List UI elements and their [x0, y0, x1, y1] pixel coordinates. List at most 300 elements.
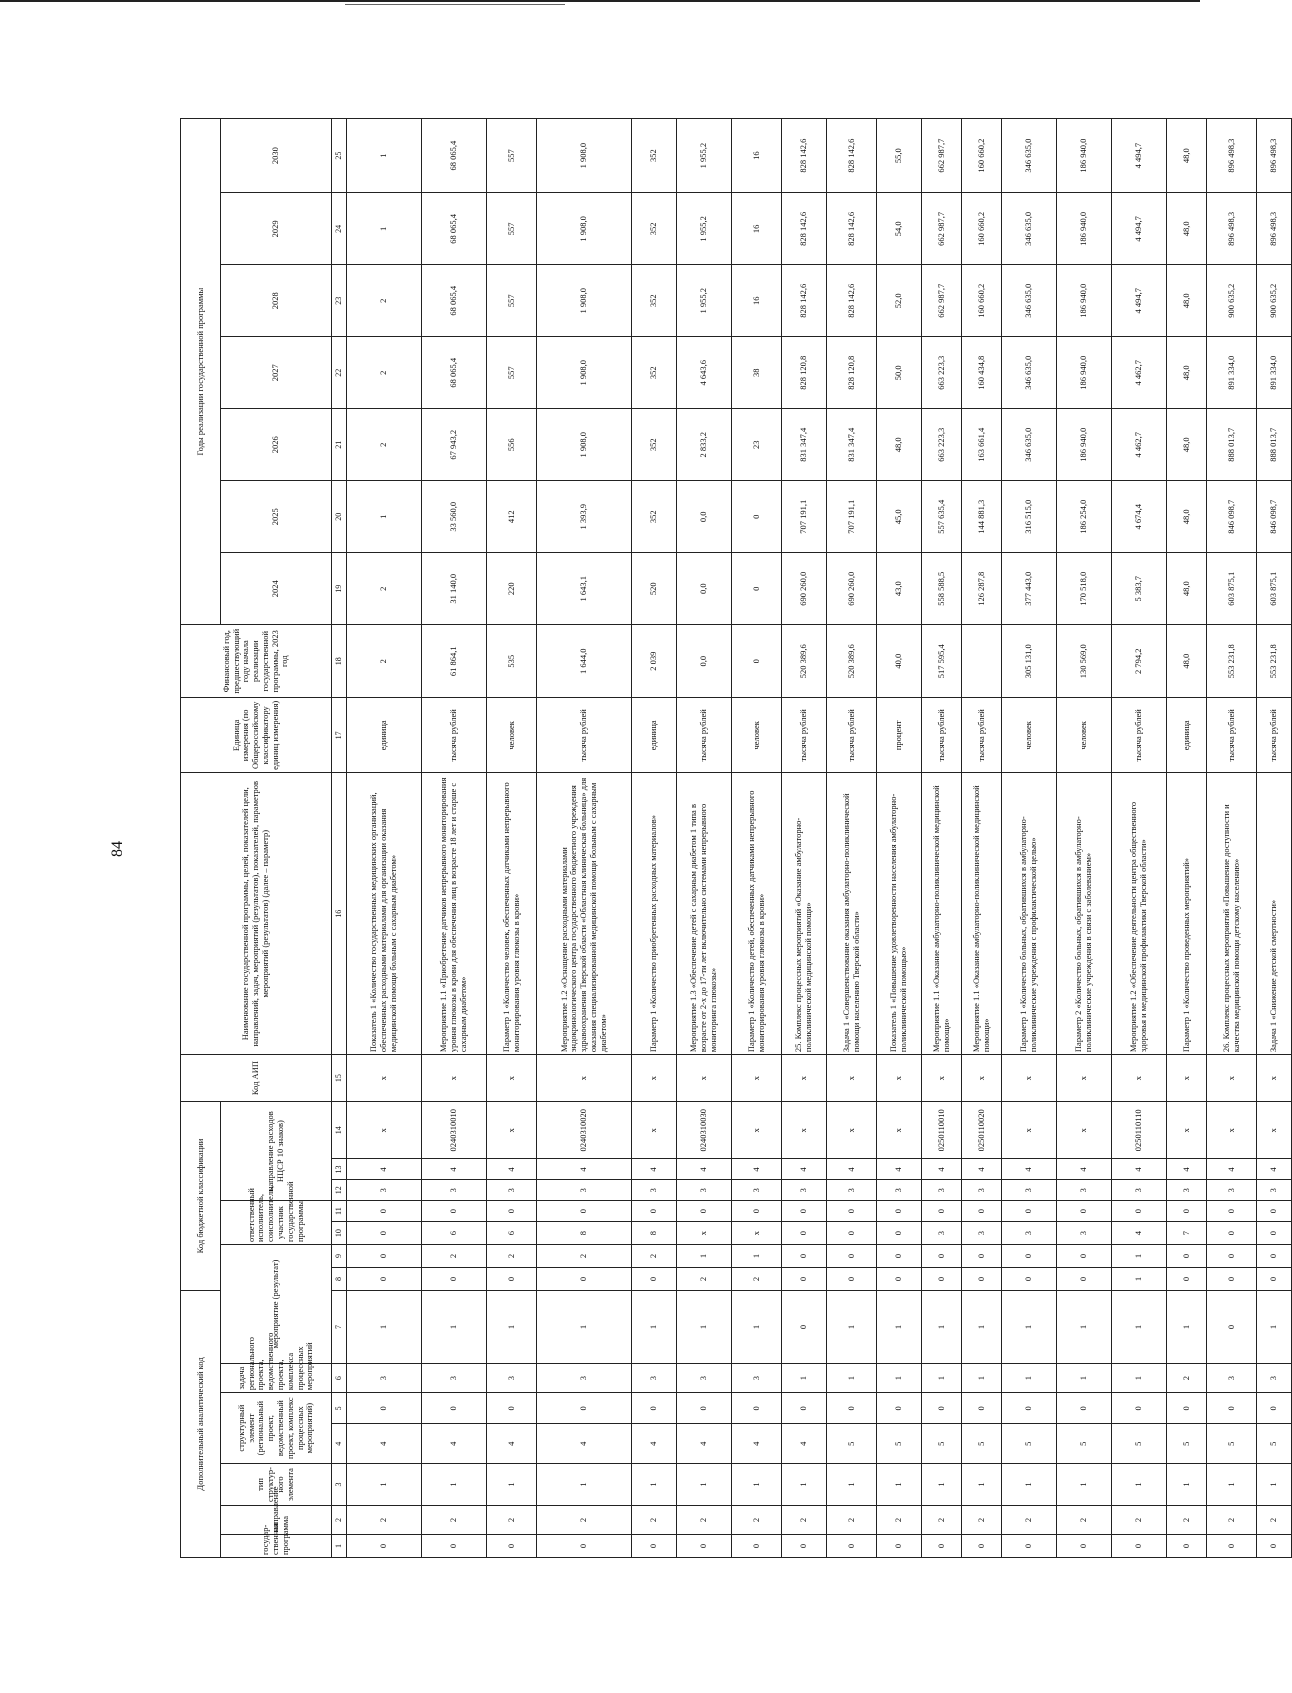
year-value-cell: 828 142,6 [782, 119, 827, 193]
year-value-cell: 186 940,0 [1057, 337, 1112, 409]
year-value-cell: 557 [487, 119, 537, 193]
program-table [180, 118, 1292, 1558]
code-cell: 0 [922, 1267, 962, 1290]
code-cell: 0 [487, 1267, 537, 1290]
code-cell: 2 [782, 1505, 827, 1534]
column-number-row [332, 119, 347, 1558]
column-number: 5 [332, 1393, 347, 1424]
code-cell: 3 [1167, 1180, 1207, 1201]
year-value-cell: 48,0 [1167, 409, 1207, 481]
year-value-cell: 170 518,0 [1057, 553, 1112, 625]
header-unit: Единица измерения (по Общероссийскому классификатору единиц измерения) [181, 698, 332, 773]
code-cell: 1 [732, 1245, 782, 1268]
code-cell: 0 [1257, 1267, 1292, 1290]
code-cell: 4 [877, 1159, 922, 1180]
table-row [487, 119, 537, 1558]
year-value-cell: 707 191,1 [827, 481, 877, 553]
year-value-cell: 126 287,8 [962, 553, 1002, 625]
code-cell: 0 [347, 1245, 422, 1268]
code-cell: 2 [422, 1505, 487, 1534]
code-cell: 2 [537, 1245, 632, 1268]
aip-code-cell: x [632, 1055, 677, 1102]
code-cell: 4 [1112, 1222, 1167, 1245]
year-value-cell: 160 660,2 [962, 265, 1002, 337]
year-value-cell: 828 120,8 [782, 337, 827, 409]
code-cell: 0 [782, 1393, 827, 1424]
year-value-cell: 0,0 [677, 481, 732, 553]
code-cell: 2 [347, 1505, 422, 1534]
year-value-cell: 846 098,7 [1207, 481, 1257, 553]
year-value-cell: 352 [632, 337, 677, 409]
header-years-group: Годы реализации государственной программы [181, 119, 221, 625]
code-cell: 1 [922, 1464, 962, 1506]
year-value-cell: 896 498,3 [1207, 193, 1257, 265]
code-cell: 0 [922, 1535, 962, 1558]
code-cell: 1 [1257, 1290, 1292, 1363]
year-value-cell: 1 955,2 [677, 265, 732, 337]
code-cell: 5 [1207, 1424, 1257, 1464]
code-cell: 0 [732, 1393, 782, 1424]
code-cell: 2 [1002, 1505, 1057, 1534]
year-value-cell: 33 560,0 [422, 481, 487, 553]
year-value-cell: 68 065,4 [422, 265, 487, 337]
year-value-cell: 0 [732, 553, 782, 625]
code-cell: 0 [1207, 1222, 1257, 1245]
year-value-cell: 846 098,7 [1257, 481, 1292, 553]
code-cell: 1 [1112, 1267, 1167, 1290]
code-cell: 0 [1002, 1245, 1057, 1268]
header-task: задача регионального проекта, ведомственного проекта, комплекса процессных мероприятий [221, 1363, 332, 1392]
year-value-cell: 891 334,0 [1257, 337, 1292, 409]
name-cell: Мероприятие 1.2 «Оснащение расходными материалами эндокринологического центра государственного бюджетного учреждения здравоохранения Тверской области «Областная клиническая больница» для оказания специализированной медицинской помощи больным с сахарным диабетом» [537, 773, 632, 1055]
year-value-cell: 5 383,7 [1112, 553, 1167, 625]
code-cell: 3 [347, 1363, 422, 1392]
code-cell: 0 [782, 1535, 827, 1558]
page-number: 84 [109, 841, 126, 857]
code-cell: 1 [1002, 1363, 1057, 1392]
unit-cell: тысяча рублей [1257, 698, 1292, 773]
unit-cell: единица [632, 698, 677, 773]
code-cell: 7 [1167, 1222, 1207, 1245]
year-value-cell: 186 940,0 [1057, 193, 1112, 265]
ncsr-code-cell: x [1002, 1102, 1057, 1159]
year-value-cell: 900 635,2 [1207, 265, 1257, 337]
aip-code-cell: x [1002, 1055, 1057, 1102]
year-value-cell: 828 142,6 [827, 193, 877, 265]
year-value-cell: 16 [732, 265, 782, 337]
code-cell: 0 [1112, 1535, 1167, 1558]
column-number: 11 [332, 1201, 347, 1222]
code-cell: 0 [782, 1245, 827, 1268]
year-value-cell: 1 908,0 [537, 409, 632, 481]
code-cell: 3 [922, 1180, 962, 1201]
table-row [1112, 119, 1167, 1558]
code-cell: 0 [1002, 1267, 1057, 1290]
code-cell: 1 [1167, 1464, 1207, 1506]
code-cell: 0 [347, 1393, 422, 1424]
table-row [1207, 119, 1257, 1558]
name-cell: Параметр 1 «Количество человек, обеспеченных датчиками непрерывного мониторирования уровня глюкозы в крови» [487, 773, 537, 1055]
code-cell: 0 [487, 1535, 537, 1558]
unit-cell: тысяча рублей [1112, 698, 1167, 773]
name-cell: Мероприятие 1.2 «Обеспечение деятельности центра общественного здоровья и медицинской профилактики Тверской области» [1112, 773, 1167, 1055]
name-cell: Мероприятие 1.3 «Обеспечение детей с сахарным диабетом 1 типа в возрасте от 2-х до 17-ти лет включительно системами непрерывного мониторинга глюкозы» [677, 773, 732, 1055]
code-cell: 0 [782, 1267, 827, 1290]
name-cell: 25. Комплекс процессных мероприятий «Оказание амбулаторно-поликлинической медицинской помощи» [782, 773, 827, 1055]
code-cell: 2 [1167, 1363, 1207, 1392]
code-cell: 1 [1112, 1464, 1167, 1506]
code-cell: 0 [962, 1245, 1002, 1268]
ncsr-code-cell: x [782, 1102, 827, 1159]
name-cell: Параметр 1 «Количество больных, обратившихся в амбулаторно-поликлинические учреждения с профилактической целью» [1002, 773, 1057, 1055]
aip-code-cell: x [732, 1055, 782, 1102]
table-row [537, 119, 632, 1558]
column-number: 17 [332, 698, 347, 773]
year-value-cell: 1 643,1 [537, 553, 632, 625]
code-cell: 4 [732, 1159, 782, 1180]
code-cell: 0 [782, 1201, 827, 1222]
code-cell: 0 [1002, 1201, 1057, 1222]
code-cell: 3 [877, 1180, 922, 1201]
code-cell: 5 [962, 1424, 1002, 1464]
year-value-cell: 1 393,9 [537, 481, 632, 553]
code-cell: 0 [422, 1393, 487, 1424]
ncsr-code-cell: 0240310020 [537, 1102, 632, 1159]
fin-year-cell: 1 644,0 [537, 625, 632, 698]
aip-code-cell: x [922, 1055, 962, 1102]
year-value-cell: 186 940,0 [1057, 119, 1112, 193]
code-cell: 3 [732, 1180, 782, 1201]
code-cell: 1 [677, 1290, 732, 1363]
code-cell: 3 [827, 1180, 877, 1201]
table-row [827, 119, 877, 1558]
code-cell: 2 [487, 1505, 537, 1534]
year-value-cell: 45,0 [877, 481, 922, 553]
fin-year-cell: 0,0 [677, 625, 732, 698]
column-number: 1 [332, 1535, 347, 1558]
code-cell: 1 [732, 1290, 782, 1363]
table-row [922, 119, 962, 1558]
year-value-cell: 52,0 [877, 265, 922, 337]
fin-year-cell: 48,0 [1167, 625, 1207, 698]
code-cell: 2 [632, 1505, 677, 1534]
fin-year-cell: 305 131,0 [1002, 625, 1057, 698]
year-value-cell: 48,0 [1167, 553, 1207, 625]
year-value-cell: 48,0 [877, 409, 922, 481]
code-cell: 0 [487, 1393, 537, 1424]
year-value-cell: 663 223,3 [922, 337, 962, 409]
year-value-cell: 828 142,6 [782, 193, 827, 265]
name-cell: Задача 1 «Совершенствование оказания амбулаторно-поликлинической помощи населению Тверской области» [827, 773, 877, 1055]
unit-cell: тысяча рублей [537, 698, 632, 773]
year-value-cell: 186 940,0 [1057, 409, 1112, 481]
code-cell: 0 [827, 1201, 877, 1222]
year-value-cell: 557 [487, 337, 537, 409]
code-cell: 1 [877, 1464, 922, 1506]
name-cell: Мероприятие 1.1 «Оказание амбулаторно-поликлинической медицинской помощи» [922, 773, 962, 1055]
table-row [782, 119, 827, 1558]
code-cell: 3 [962, 1222, 1002, 1245]
code-cell: 0 [827, 1222, 877, 1245]
code-cell: 0 [922, 1393, 962, 1424]
column-number: 20 [332, 481, 347, 553]
column-number: 19 [332, 553, 347, 625]
aip-code-cell: x [877, 1055, 922, 1102]
year-value-cell: 828 142,6 [782, 265, 827, 337]
code-cell: 0 [1057, 1201, 1112, 1222]
year-value-cell: 38 [732, 337, 782, 409]
fin-year-cell: 0 [732, 625, 782, 698]
year-value-cell: 1 [347, 193, 422, 265]
year-value-cell: 888 013,7 [1207, 409, 1257, 481]
code-cell: 3 [422, 1180, 487, 1201]
column-number: 16 [332, 773, 347, 1055]
table-row [877, 119, 922, 1558]
code-cell: 0 [732, 1201, 782, 1222]
year-value-cell: 68 065,4 [422, 193, 487, 265]
code-cell: 4 [782, 1159, 827, 1180]
aip-code-cell: x [1207, 1055, 1257, 1102]
year-value-cell: 346 635,0 [1002, 409, 1057, 481]
year-value-cell: 4 674,4 [1112, 481, 1167, 553]
year-value-cell: 690 260,0 [782, 553, 827, 625]
year-value-cell: 896 498,3 [1207, 119, 1257, 193]
aip-code-cell: x [422, 1055, 487, 1102]
year-value-cell: 1 955,2 [677, 193, 732, 265]
code-cell: 5 [1112, 1424, 1167, 1464]
header-additional-code: Дополнительный аналитический код [181, 1290, 221, 1557]
code-cell: 0 [1112, 1393, 1167, 1424]
code-cell: 2 [1207, 1505, 1257, 1534]
year-value-cell: 352 [632, 193, 677, 265]
unit-cell: тысяча рублей [962, 698, 1002, 773]
code-cell: 0 [1257, 1535, 1292, 1558]
name-cell: Параметр 1 «Количество детей, обеспеченных датчиками непрерывного мониторирования уровня глюкозы в крови» [732, 773, 782, 1055]
ncsr-code-cell: x [732, 1102, 782, 1159]
code-cell: 3 [1207, 1180, 1257, 1201]
ncsr-code-cell: x [1057, 1102, 1112, 1159]
code-cell: 0 [422, 1201, 487, 1222]
ncsr-code-cell: x [1167, 1102, 1207, 1159]
code-cell: 0 [922, 1201, 962, 1222]
column-number: 3 [332, 1464, 347, 1506]
code-cell: 4 [782, 1424, 827, 1464]
header-expense-dir: направление расходов НЦСР 10 знаков) [221, 1102, 332, 1201]
code-cell: 3 [962, 1180, 1002, 1201]
column-number: 6 [332, 1363, 347, 1392]
header-year: 2027 [221, 337, 332, 409]
code-cell: 2 [962, 1505, 1002, 1534]
year-value-cell: 352 [632, 265, 677, 337]
code-cell: 3 [677, 1180, 732, 1201]
code-cell: 1 [1207, 1464, 1257, 1506]
aip-code-cell: x [1057, 1055, 1112, 1102]
code-cell: 0 [1207, 1393, 1257, 1424]
code-cell: 0 [1207, 1290, 1257, 1363]
year-value-cell: 48,0 [1167, 265, 1207, 337]
header-year: 2024 [221, 553, 332, 625]
code-cell: 1 [1167, 1290, 1207, 1363]
code-cell: 0 [347, 1222, 422, 1245]
code-cell: 4 [487, 1159, 537, 1180]
code-cell: 2 [537, 1505, 632, 1534]
year-value-cell: 160 660,2 [962, 119, 1002, 193]
year-value-cell: 896 498,3 [1257, 193, 1292, 265]
code-cell: 3 [1207, 1363, 1257, 1392]
code-cell: 0 [347, 1535, 422, 1558]
year-value-cell: 144 881,3 [962, 481, 1002, 553]
column-number: 12 [332, 1180, 347, 1201]
code-cell: 3 [1112, 1180, 1167, 1201]
code-cell: 2 [632, 1245, 677, 1268]
code-cell: 0 [1207, 1267, 1257, 1290]
name-cell: Мероприятие 1.1 «Оказание амбулаторно-поликлинической медицинской помощи» [962, 773, 1002, 1055]
code-cell: 4 [962, 1159, 1002, 1180]
year-value-cell: 4 494,7 [1112, 119, 1167, 193]
aip-code-cell: x [962, 1055, 1002, 1102]
year-value-cell: 48,0 [1167, 193, 1207, 265]
code-cell: 1 [487, 1290, 537, 1363]
year-value-cell: 888 013,7 [1257, 409, 1292, 481]
year-value-cell: 2 833,2 [677, 409, 732, 481]
code-cell: 3 [922, 1222, 962, 1245]
aip-code-cell: x [487, 1055, 537, 1102]
code-cell: 0 [1257, 1245, 1292, 1268]
fin-year-cell: 520 389,6 [782, 625, 827, 698]
header-gos-program: государ-ственная программа [221, 1535, 332, 1558]
code-cell: 1 [1057, 1290, 1112, 1363]
code-cell: 1 [422, 1464, 487, 1506]
name-cell: Параметр 1 «Количество приобретенных расходных материалов» [632, 773, 677, 1055]
code-cell: 1 [827, 1464, 877, 1506]
code-cell: 5 [1057, 1424, 1112, 1464]
code-cell: 0 [1167, 1393, 1207, 1424]
code-cell: 0 [962, 1267, 1002, 1290]
code-cell: 1 [347, 1290, 422, 1363]
code-cell: 0 [422, 1535, 487, 1558]
code-cell: 3 [1057, 1222, 1112, 1245]
code-cell: 8 [537, 1222, 632, 1245]
code-cell: 4 [347, 1424, 422, 1464]
code-cell: 1 [422, 1290, 487, 1363]
code-cell: 0 [537, 1201, 632, 1222]
code-cell: 2 [827, 1505, 877, 1534]
year-value-cell: 663 223,3 [922, 409, 962, 481]
ncsr-code-cell: x [827, 1102, 877, 1159]
code-cell: 2 [487, 1245, 537, 1268]
code-cell: 1 [782, 1363, 827, 1392]
code-cell: 0 [877, 1393, 922, 1424]
code-cell: 2 [677, 1505, 732, 1534]
code-cell: 0 [1207, 1201, 1257, 1222]
unit-cell: тысяча рублей [1207, 698, 1257, 773]
code-cell: 4 [422, 1424, 487, 1464]
year-value-cell: 828 142,6 [827, 119, 877, 193]
code-cell: 0 [1112, 1201, 1167, 1222]
code-cell: 4 [827, 1159, 877, 1180]
header-year: 2029 [221, 193, 332, 265]
year-value-cell: 412 [487, 481, 537, 553]
code-cell: 0 [1002, 1535, 1057, 1558]
code-cell: 0 [827, 1393, 877, 1424]
code-cell: 4 [1207, 1159, 1257, 1180]
year-value-cell: 4 462,7 [1112, 337, 1167, 409]
code-cell: x [677, 1222, 732, 1245]
aip-code-cell: x [537, 1055, 632, 1102]
ncsr-code-cell: 0250110110 [1112, 1102, 1167, 1159]
code-cell: 3 [677, 1363, 732, 1392]
code-cell: 0 [877, 1245, 922, 1268]
code-cell: 5 [877, 1424, 922, 1464]
year-value-cell: 4 494,7 [1112, 193, 1167, 265]
year-value-cell: 163 661,4 [962, 409, 1002, 481]
fin-year-cell [962, 625, 1002, 698]
year-value-cell: 891 334,0 [1207, 337, 1257, 409]
code-cell: 0 [487, 1201, 537, 1222]
scan-border-line [0, 0, 1200, 2]
year-value-cell: 43,0 [877, 553, 922, 625]
year-value-cell: 1 955,2 [677, 119, 732, 193]
code-cell: 1 [1057, 1363, 1112, 1392]
year-value-cell: 4 494,7 [1112, 265, 1167, 337]
code-cell: 1 [1112, 1363, 1167, 1392]
year-value-cell: 2 [347, 337, 422, 409]
code-cell: 1 [1112, 1245, 1167, 1268]
header-name: Наименование государственной программы, целей, показателей цели, направлений, задач, мероприятий (результатов), показателей, параметров мероприятий (результатов) (далее – параметр) [181, 773, 332, 1055]
year-value-cell: 352 [632, 409, 677, 481]
ncsr-code-cell: 0250110010 [922, 1102, 962, 1159]
code-cell: 0 [347, 1267, 422, 1290]
header-struct-element: структурный элемент (региональный проект, ведомственный проект, комплекс процессных мероприятий) [221, 1393, 332, 1464]
column-number: 15 [332, 1055, 347, 1102]
code-cell: 0 [1167, 1245, 1207, 1268]
table-row [632, 119, 677, 1558]
year-value-cell: 160 660,2 [962, 193, 1002, 265]
year-value-cell: 377 443,0 [1002, 553, 1057, 625]
table-row [677, 119, 732, 1558]
code-cell: 4 [537, 1159, 632, 1180]
unit-cell: человек [487, 698, 537, 773]
code-cell: 1 [487, 1464, 537, 1506]
table-row [422, 119, 487, 1558]
year-value-cell: 48,0 [1167, 481, 1207, 553]
year-value-cell: 352 [632, 481, 677, 553]
header-type-struct: тип структур-ного элемента [221, 1464, 332, 1506]
year-value-cell: 346 635,0 [1002, 337, 1057, 409]
header-year: 2030 [221, 119, 332, 193]
code-cell: 1 [1112, 1290, 1167, 1363]
unit-cell: единица [347, 698, 422, 773]
code-cell: 2 [422, 1245, 487, 1268]
table-body [332, 119, 1292, 1558]
code-cell: 3 [422, 1363, 487, 1392]
year-value-cell: 4 462,7 [1112, 409, 1167, 481]
year-value-cell: 67 943,2 [422, 409, 487, 481]
code-cell: 5 [1257, 1424, 1292, 1464]
table-row [732, 119, 782, 1558]
code-cell: 3 [537, 1363, 632, 1392]
column-number: 13 [332, 1159, 347, 1180]
code-cell: 3 [487, 1180, 537, 1201]
header-event: мероприятие (результат) [221, 1245, 332, 1364]
column-number: 24 [332, 193, 347, 265]
year-value-cell: 557 [487, 265, 537, 337]
code-cell: 0 [877, 1267, 922, 1290]
code-cell: 0 [1002, 1393, 1057, 1424]
aip-code-cell: x [782, 1055, 827, 1102]
table-row [1002, 119, 1057, 1558]
code-cell: 1 [537, 1290, 632, 1363]
